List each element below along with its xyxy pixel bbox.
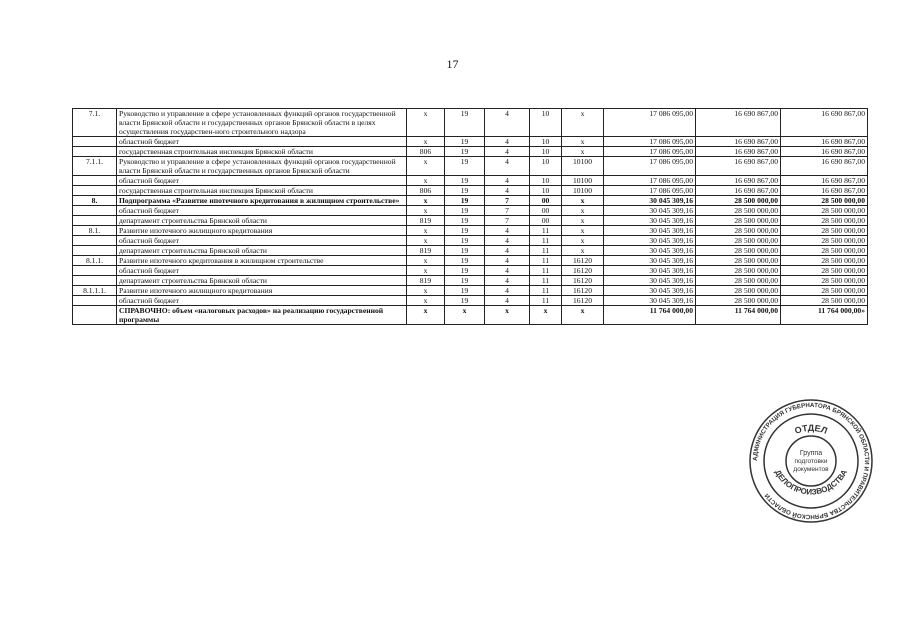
row-om: 11 xyxy=(530,226,562,236)
budget-table xyxy=(72,108,868,325)
row-pp: 4 xyxy=(485,256,530,266)
row-value-1: 30 045 309,16 xyxy=(604,206,696,216)
stamp-arc-top: ОТДЕЛ xyxy=(793,422,829,436)
row-om: 11 xyxy=(530,276,562,286)
row-code xyxy=(73,266,117,276)
row-name: областной бюджет xyxy=(117,266,407,276)
row-gp: 19 xyxy=(445,266,485,276)
row-value-2: 11 764 000,00 xyxy=(696,306,781,325)
row-csr: х xyxy=(562,226,604,236)
row-gp: 19 xyxy=(445,226,485,236)
row-code xyxy=(73,306,117,325)
row-csr: 16120 xyxy=(562,256,604,266)
row-value-3: 28 500 000,00 xyxy=(781,266,868,276)
row-value-1: 30 045 309,16 xyxy=(604,226,696,236)
row-name: государственная строительная инспекция Брянской области xyxy=(117,186,407,196)
row-grbs: 819 xyxy=(407,276,445,286)
row-value-2: 16 690 867,00 xyxy=(696,186,781,196)
row-value-3: 16 690 867,00 xyxy=(781,137,868,147)
row-value-2: 16 690 867,00 xyxy=(696,157,781,176)
table-row xyxy=(73,196,868,206)
row-om: 10 xyxy=(530,109,562,137)
row-gp: 19 xyxy=(445,137,485,147)
table-row xyxy=(73,286,868,296)
stamp-center-line-1: Группа xyxy=(799,450,823,457)
stamp-ring-text: АДМИНИСТРАЦИЯ ГУБЕРНАТОРА БРЯНСКОЙ ОБЛАСТИ И ПРАВИТЕЛЬСТВА БРЯНСКОЙ ОБЛАСТИ xyxy=(751,401,871,521)
row-grbs: х xyxy=(407,286,445,296)
row-pp: 4 xyxy=(485,266,530,276)
row-value-1: 30 045 309,16 xyxy=(604,286,696,296)
row-csr: х xyxy=(562,206,604,216)
row-code xyxy=(73,296,117,306)
table-body xyxy=(73,109,868,325)
row-om: 10 xyxy=(530,147,562,157)
row-grbs: х xyxy=(407,109,445,137)
row-code: 7.1.1. xyxy=(73,157,117,176)
row-value-1: 17 086 095,00 xyxy=(604,137,696,147)
row-csr: 16120 xyxy=(562,266,604,276)
row-csr: 10100 xyxy=(562,186,604,196)
row-gp: 19 xyxy=(445,206,485,216)
table-row xyxy=(73,236,868,246)
row-value-3: 11 764 000,00» xyxy=(781,306,868,325)
row-csr: 16120 xyxy=(562,296,604,306)
row-pp: х xyxy=(485,306,530,325)
row-csr: х xyxy=(562,246,604,256)
row-code xyxy=(73,147,117,157)
row-value-3: 28 500 000,00 xyxy=(781,226,868,236)
row-code: 8.1. xyxy=(73,226,117,236)
row-pp: 4 xyxy=(485,236,530,246)
row-name: департамент строительства Брянской области xyxy=(117,276,407,286)
row-code: 8. xyxy=(73,196,117,206)
table-row xyxy=(73,226,868,236)
row-csr: х xyxy=(562,236,604,246)
row-pp: 4 xyxy=(485,137,530,147)
row-grbs: х xyxy=(407,226,445,236)
row-value-1: 17 086 095,00 xyxy=(604,147,696,157)
row-csr: 10100 xyxy=(562,157,604,176)
table-row xyxy=(73,216,868,226)
row-value-3: 16 690 867,00 xyxy=(781,157,868,176)
row-code xyxy=(73,276,117,286)
row-om: 11 xyxy=(530,246,562,256)
row-csr: х xyxy=(562,306,604,325)
row-value-3: 16 690 867,00 xyxy=(781,109,868,137)
row-gp: 19 xyxy=(445,109,485,137)
row-code: 7.1. xyxy=(73,109,117,137)
row-grbs: х xyxy=(407,137,445,147)
row-grbs: 819 xyxy=(407,216,445,226)
row-om: х xyxy=(530,306,562,325)
row-csr: 10100 xyxy=(562,176,604,186)
row-name: Развитие ипотечного жилищного кредитования xyxy=(117,226,407,236)
row-value-3: 28 500 000,00 xyxy=(781,216,868,226)
row-value-1: 30 045 309,16 xyxy=(604,256,696,266)
row-value-3: 28 500 000,00 xyxy=(781,206,868,216)
row-grbs: х xyxy=(407,157,445,176)
row-value-2: 28 500 000,00 xyxy=(696,246,781,256)
row-pp: 4 xyxy=(485,246,530,256)
row-gp: 19 xyxy=(445,196,485,206)
row-code xyxy=(73,176,117,186)
row-code: 8.1.1.1. xyxy=(73,286,117,296)
row-om: 11 xyxy=(530,286,562,296)
row-value-1: 30 045 309,16 xyxy=(604,296,696,306)
row-csr: 16120 xyxy=(562,276,604,286)
row-pp: 4 xyxy=(485,157,530,176)
row-grbs: х xyxy=(407,196,445,206)
row-csr: х xyxy=(562,196,604,206)
row-grbs: х xyxy=(407,296,445,306)
row-value-1: 17 086 095,00 xyxy=(604,109,696,137)
row-code xyxy=(73,236,117,246)
row-pp: 4 xyxy=(485,176,530,186)
row-csr: х xyxy=(562,147,604,157)
row-value-3: 28 500 000,00 xyxy=(781,296,868,306)
row-om: 10 xyxy=(530,176,562,186)
table-row xyxy=(73,306,868,325)
row-code xyxy=(73,206,117,216)
stamp-center-line-2: подготовки xyxy=(794,458,828,465)
official-stamp xyxy=(747,397,875,525)
row-pp: 4 xyxy=(485,286,530,296)
row-name: областной бюджет xyxy=(117,176,407,186)
row-name: департамент строительства Брянской области xyxy=(117,216,407,226)
row-value-2: 28 500 000,00 xyxy=(696,296,781,306)
row-gp: 19 xyxy=(445,246,485,256)
row-om: 11 xyxy=(530,266,562,276)
row-value-2: 16 690 867,00 xyxy=(696,137,781,147)
row-csr: х xyxy=(562,137,604,147)
row-value-2: 28 500 000,00 xyxy=(696,226,781,236)
row-om: 11 xyxy=(530,296,562,306)
table-row xyxy=(73,109,868,137)
row-gp: 19 xyxy=(445,147,485,157)
row-om: 00 xyxy=(530,216,562,226)
row-value-1: 30 045 309,16 xyxy=(604,246,696,256)
table-row xyxy=(73,147,868,157)
row-value-1: 30 045 309,16 xyxy=(604,236,696,246)
row-csr: х xyxy=(562,109,604,137)
row-name: СПРАВОЧНО: объем «налоговых расходов» на реализацию государственной программы xyxy=(117,306,407,325)
row-value-2: 28 500 000,00 xyxy=(696,196,781,206)
stamp-center-line-3: документов xyxy=(793,466,829,473)
row-value-3: 16 690 867,00 xyxy=(781,186,868,196)
row-gp: 19 xyxy=(445,256,485,266)
row-gp: 19 xyxy=(445,186,485,196)
row-gp: х xyxy=(445,306,485,325)
row-om: 10 xyxy=(530,157,562,176)
row-value-2: 16 690 867,00 xyxy=(696,176,781,186)
row-value-3: 28 500 000,00 xyxy=(781,286,868,296)
row-code xyxy=(73,246,117,256)
row-value-2: 16 690 867,00 xyxy=(696,147,781,157)
row-om: 11 xyxy=(530,256,562,266)
page-number: 17 xyxy=(446,57,459,71)
row-gp: 19 xyxy=(445,216,485,226)
row-pp: 7 xyxy=(485,206,530,216)
row-grbs: х xyxy=(407,256,445,266)
row-value-1: 30 045 309,16 xyxy=(604,196,696,206)
row-value-2: 28 500 000,00 xyxy=(696,276,781,286)
row-value-3: 28 500 000,00 xyxy=(781,256,868,266)
table-row xyxy=(73,137,868,147)
table-row xyxy=(73,206,868,216)
row-pp: 7 xyxy=(485,196,530,206)
row-gp: 19 xyxy=(445,286,485,296)
row-grbs: х xyxy=(407,236,445,246)
table-row xyxy=(73,296,868,306)
row-pp: 4 xyxy=(485,109,530,137)
row-pp: 4 xyxy=(485,226,530,236)
row-name: областной бюджет xyxy=(117,206,407,216)
table-row xyxy=(73,176,868,186)
stamp-arc-bottom: ДЕЛОПРОИЗВОДСТВА xyxy=(772,468,850,497)
row-name: Развитие ипотечного кредитования в жилищном строительстве xyxy=(117,256,407,266)
row-value-2: 28 500 000,00 xyxy=(696,216,781,226)
row-value-1: 17 086 095,00 xyxy=(604,176,696,186)
row-code xyxy=(73,216,117,226)
row-value-1: 11 764 000,00 xyxy=(604,306,696,325)
row-name: департамент строительства Брянской области xyxy=(117,246,407,256)
row-value-1: 17 086 095,00 xyxy=(604,157,696,176)
row-code xyxy=(73,186,117,196)
row-value-1: 17 086 095,00 xyxy=(604,186,696,196)
row-gp: 19 xyxy=(445,296,485,306)
row-gp: 19 xyxy=(445,176,485,186)
row-value-3: 28 500 000,00 xyxy=(781,276,868,286)
row-value-2: 28 500 000,00 xyxy=(696,286,781,296)
row-gp: 19 xyxy=(445,236,485,246)
row-value-1: 30 045 309,16 xyxy=(604,216,696,226)
row-name: областной бюджет xyxy=(117,296,407,306)
row-csr: х xyxy=(562,216,604,226)
row-name: областной бюджет xyxy=(117,137,407,147)
row-name: Подпрограмма «Развитие ипотечного кредитования в жилищном строительстве» xyxy=(117,196,407,206)
row-value-3: 28 500 000,00 xyxy=(781,196,868,206)
row-value-3: 16 690 867,00 xyxy=(781,147,868,157)
row-name: государственная строительная инспекция Брянской области xyxy=(117,147,407,157)
row-value-2: 28 500 000,00 xyxy=(696,236,781,246)
row-value-2: 28 500 000,00 xyxy=(696,266,781,276)
table-row xyxy=(73,276,868,286)
row-grbs: х xyxy=(407,206,445,216)
row-name: Развитие ипотечного жилищного кредитования xyxy=(117,286,407,296)
row-pp: 4 xyxy=(485,296,530,306)
row-om: 10 xyxy=(530,186,562,196)
row-value-2: 28 500 000,00 xyxy=(696,206,781,216)
row-grbs: х xyxy=(407,266,445,276)
row-name: Руководство и управление в сфере установленных функций органов государственной власти Брянской области и государственных органов Брянской области xyxy=(117,157,407,176)
row-code: 8.1.1. xyxy=(73,256,117,266)
row-pp: 4 xyxy=(485,276,530,286)
row-pp: 7 xyxy=(485,216,530,226)
row-grbs: х xyxy=(407,306,445,325)
row-om: 00 xyxy=(530,206,562,216)
row-csr: 16120 xyxy=(562,286,604,296)
table-row xyxy=(73,266,868,276)
row-value-3: 28 500 000,00 xyxy=(781,246,868,256)
row-value-3: 16 690 867,00 xyxy=(781,176,868,186)
row-code xyxy=(73,137,117,147)
row-grbs: 819 xyxy=(407,246,445,256)
table-row xyxy=(73,256,868,266)
row-grbs: 806 xyxy=(407,186,445,196)
row-name: областной бюджет xyxy=(117,236,407,246)
row-om: 11 xyxy=(530,236,562,246)
row-value-2: 28 500 000,00 xyxy=(696,256,781,266)
row-value-2: 16 690 867,00 xyxy=(696,109,781,137)
row-name: Руководство и управление в сфере установленных функций органов государственной власти Брянской области и государственных органов Брянской области в целях осуществления государствен-ного строительного надзора xyxy=(117,109,407,137)
row-pp: 4 xyxy=(485,186,530,196)
row-value-3: 28 500 000,00 xyxy=(781,236,868,246)
row-pp: 4 xyxy=(485,147,530,157)
table-row xyxy=(73,157,868,176)
row-om: 10 xyxy=(530,137,562,147)
row-grbs: х xyxy=(407,176,445,186)
table-row xyxy=(73,186,868,196)
row-gp: 19 xyxy=(445,276,485,286)
table-row xyxy=(73,246,868,256)
row-value-1: 30 045 309,16 xyxy=(604,276,696,286)
row-grbs: 806 xyxy=(407,147,445,157)
row-om: 00 xyxy=(530,196,562,206)
row-gp: 19 xyxy=(445,157,485,176)
row-value-1: 30 045 309,16 xyxy=(604,266,696,276)
